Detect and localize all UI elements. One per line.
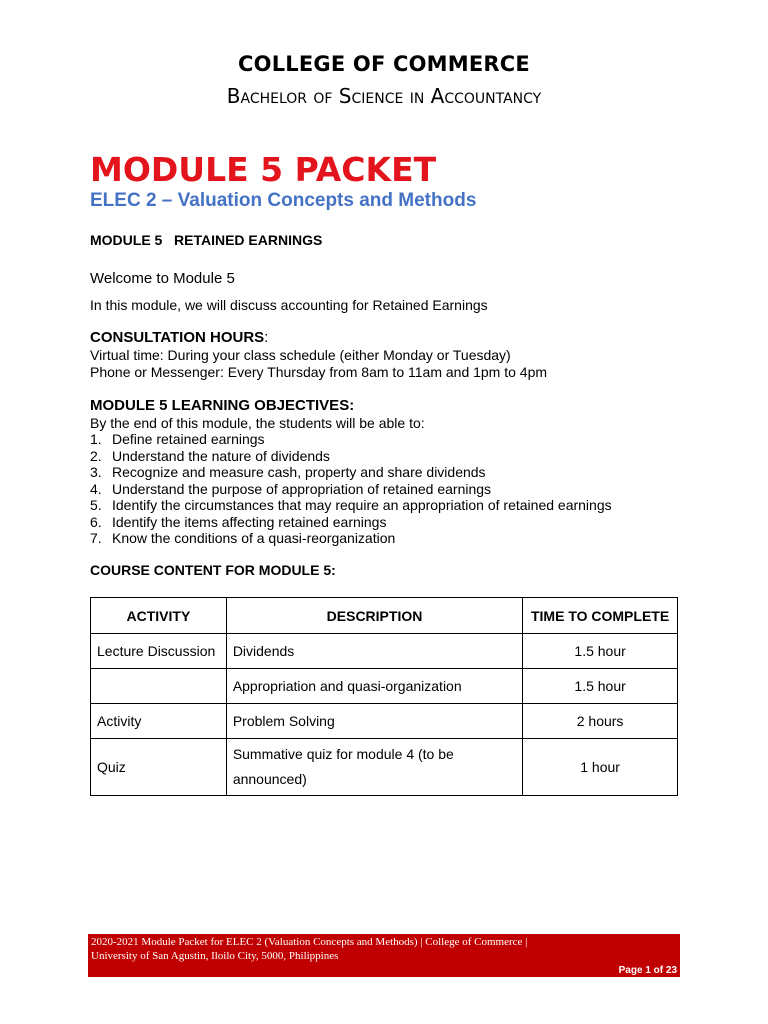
program-name: Bachelor of Science in Accountancy <box>226 84 542 108</box>
objective-item <box>90 431 265 447</box>
time-cell: 1.5 hour <box>523 669 678 704</box>
objective-text: Recognize and measure cash, property and share dividends <box>112 464 486 480</box>
footer-line-2: University of San Agustin, Iloilo City, 5000, Philippines <box>91 950 339 962</box>
description-cell: Problem Solving <box>226 704 522 739</box>
table-row <box>91 634 678 669</box>
table-row <box>91 739 678 796</box>
objective-number: 1. <box>90 431 102 447</box>
table-row <box>91 704 678 739</box>
course-content-table <box>90 597 678 796</box>
module-title: MODULE 5 PACKET <box>90 150 437 189</box>
activity-cell <box>91 669 227 704</box>
time-cell: 1.5 hour <box>523 634 678 669</box>
objective-number: 5. <box>90 497 102 513</box>
objective-text: Define retained earnings <box>112 431 265 447</box>
column-header-activity: ACTIVITY <box>91 598 227 634</box>
consultation-heading-colon: : <box>264 329 269 346</box>
intro-text: In this module, we will discuss accounting for Retained Earnings <box>90 297 488 313</box>
objective-item <box>90 497 612 513</box>
objective-item <box>90 481 491 497</box>
objective-number: 2. <box>90 448 102 464</box>
objective-number: 7. <box>90 530 102 546</box>
objective-item <box>90 448 330 464</box>
table-row <box>91 669 678 704</box>
description-cell: Dividends <box>226 634 522 669</box>
description-cell: Summative quiz for module 4 (to be announced) <box>226 739 522 796</box>
course-title: ELEC 2 – Valuation Concepts and Methods <box>90 190 477 211</box>
objective-text: Understand the nature of dividends <box>112 448 330 464</box>
objective-text: Understand the purpose of appropriation of retained earnings <box>112 481 492 497</box>
objective-number: 3. <box>90 464 102 480</box>
column-header-description: DESCRIPTION <box>226 598 522 634</box>
college-name: COLLEGE OF COMMERCE <box>238 52 530 76</box>
welcome-text: Welcome to Module 5 <box>90 270 235 287</box>
description-cell: Appropriation and quasi-organization <box>226 669 522 704</box>
time-cell: 1 hour <box>523 739 678 796</box>
activity-cell: Quiz <box>91 739 227 796</box>
objective-item <box>90 514 386 530</box>
objective-number: 4. <box>90 481 102 497</box>
consultation-heading-label: CONSULTATION HOURS <box>90 329 265 346</box>
activity-cell: Activity <box>91 704 227 739</box>
column-header-time: TIME TO COMPLETE <box>523 598 678 634</box>
objective-number: 6. <box>90 514 102 530</box>
footer-line-1: 2020-2021 Module Packet for ELEC 2 (Valuation Concepts and Methods) | College of Commerce | <box>91 936 528 948</box>
page-footer <box>88 934 680 977</box>
objective-text: Identify the circumstances that may require an appropriation of retained earnings <box>112 497 612 513</box>
objective-item <box>90 464 486 480</box>
time-cell: 2 hours <box>523 704 678 739</box>
module-heading: MODULE 5 RETAINED EARNINGS <box>90 232 323 248</box>
objectives-heading: MODULE 5 LEARNING OBJECTIVES: <box>90 397 355 414</box>
objective-text: Identify the items affecting retained earnings <box>112 514 387 530</box>
page-number: Page 1 of 23 <box>618 965 677 976</box>
consultation-line: Virtual time: During your class schedule (either Monday or Tuesday) <box>90 347 511 363</box>
course-content-heading: COURSE CONTENT FOR MODULE 5: <box>90 562 336 578</box>
table-header-row <box>91 598 678 634</box>
objective-text: Know the conditions of a quasi-reorganization <box>112 530 396 546</box>
consultation-line: Phone or Messenger: Every Thursday from 8am to 11am and 1pm to 4pm <box>90 364 548 380</box>
objectives-intro: By the end of this module, the students will be able to: <box>90 415 425 431</box>
objective-item <box>90 530 395 546</box>
activity-cell: Lecture Discussion <box>91 634 227 669</box>
consultation-heading <box>90 329 268 346</box>
